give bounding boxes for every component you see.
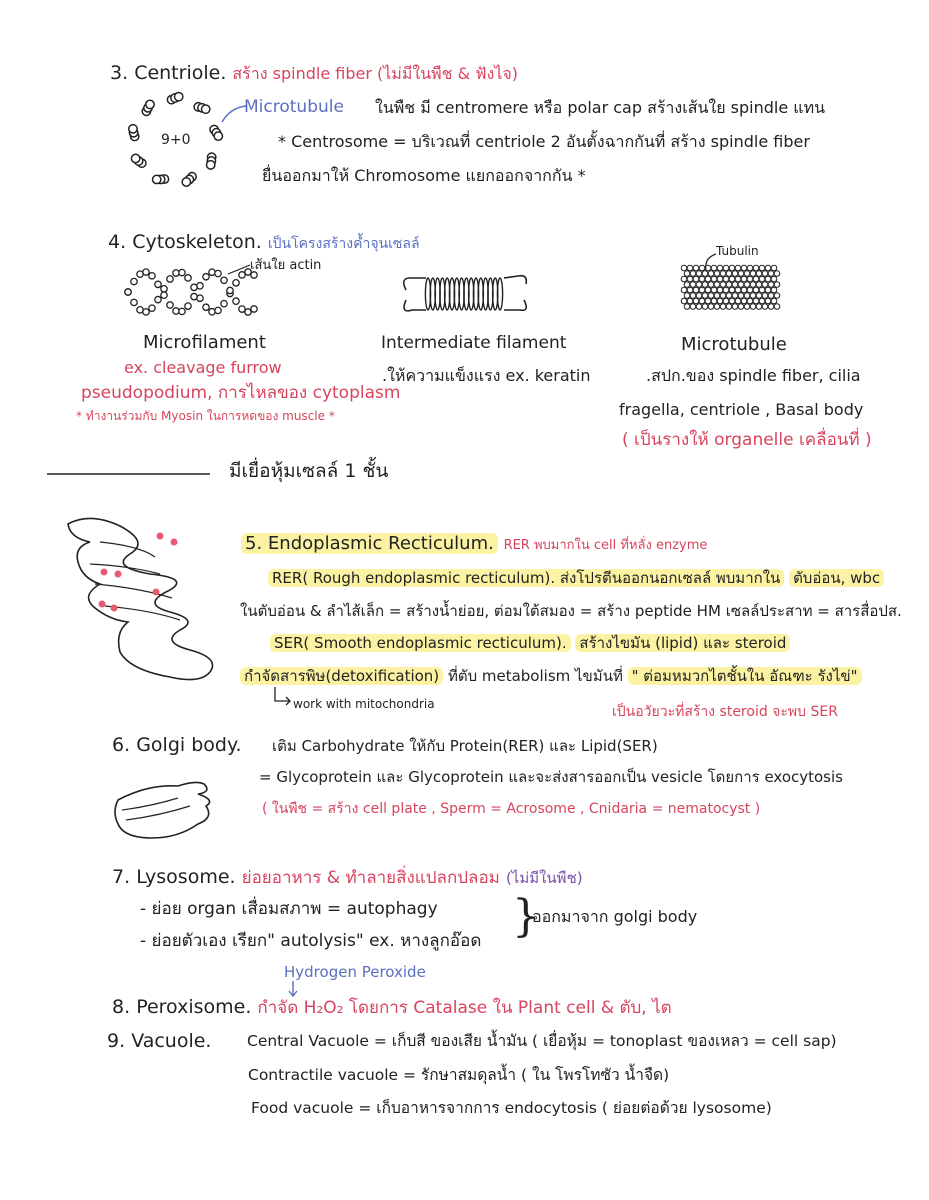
s4-title: Cytoskeleton.: [132, 231, 262, 253]
tubulin-bead: [687, 298, 693, 304]
actin-bead: [227, 287, 233, 293]
tubulin-bead: [765, 276, 771, 282]
centriole-triplet-circle: [153, 175, 161, 183]
s3-number: 3.: [110, 62, 129, 84]
s7-item2: - ย่อยตัวเอง เรียก" autolysis" ex. หางลูกอ๊อด: [140, 931, 482, 951]
tubulin-bead: [771, 265, 777, 271]
s9-title: Vacuole.: [131, 1030, 212, 1052]
tubulin-bead: [681, 265, 687, 271]
actin-bead: [131, 299, 137, 305]
tubulin-bead: [690, 271, 696, 277]
tubulin-bead: [774, 304, 780, 310]
actin-bead: [203, 304, 209, 310]
tubulin-bead: [702, 293, 708, 299]
tubulin-bead: [717, 298, 723, 304]
tubulin-bead: [741, 298, 747, 304]
tubulin-bead: [693, 298, 699, 304]
tubulin-bead: [768, 304, 774, 310]
s7-number: 7.: [112, 866, 131, 888]
tubulin-bead: [684, 271, 690, 277]
actin-bead: [155, 281, 161, 287]
actin-bead: [197, 283, 203, 289]
tubulin-bead: [732, 304, 738, 310]
tubulin-bead: [705, 287, 711, 293]
actin-bead: [149, 273, 155, 279]
tubulin-label: Tubulin: [716, 244, 759, 258]
ser-line2: [240, 667, 862, 685]
centriole-triplet-circle: [129, 125, 137, 133]
tubulin-bead: [762, 282, 768, 288]
tubulin-bead: [744, 304, 750, 310]
tubulin-bead: [717, 276, 723, 282]
actin-bead: [215, 270, 221, 276]
tubulin-bead: [711, 287, 717, 293]
tubulin-bead: [756, 293, 762, 299]
s4-heading: [108, 231, 420, 254]
intermediate-filament-desc: .ให้ความแข็งแรง ex. keratin: [382, 366, 591, 385]
actin-bead: [143, 309, 149, 315]
section-divider-line: [47, 472, 212, 476]
actin-bead: [167, 302, 173, 308]
rer-line2-part2: , ต่อมใต้สมอง = สร้าง peptide HM: [484, 602, 721, 620]
centriole-triplet-circle: [201, 105, 209, 113]
microfilament-note: * ทำงานร่วมกับ Myosin ในการหดของ muscle *: [76, 409, 335, 423]
microtubule-title: Microtubule: [681, 334, 787, 355]
s5-title-highlight: [241, 533, 498, 554]
tubulin-bead: [771, 298, 777, 304]
tubulin-bead: [735, 298, 741, 304]
tubulin-bead: [690, 282, 696, 288]
tubulin-bead: [681, 298, 687, 304]
actin-label: เส้นใย actin: [250, 258, 322, 273]
tubulin-bead: [774, 293, 780, 299]
work-with-mitochondria: work with mitochondria: [293, 697, 435, 711]
actin-bead: [167, 276, 173, 282]
ser-line2-metabolism: ที่ตับ metabolism ไขมันที่: [447, 667, 623, 685]
s9-central: Central Vacuole = เก็บสี ของเสีย น้ำมัน ( เยื่อหุ้ม = tonoplast ของเหลว = cell sap): [247, 1032, 837, 1050]
tubulin-bead: [723, 298, 729, 304]
tubulin-bead: [735, 276, 741, 282]
actin-bead: [185, 275, 191, 281]
s9-heading: [107, 1030, 211, 1053]
tubulin-bead: [735, 265, 741, 271]
hydrogen-peroxide-label: Hydrogen Peroxide: [284, 963, 426, 981]
tubulin-bead: [753, 298, 759, 304]
tubulin-bead: [747, 298, 753, 304]
tubulin-bead: [741, 265, 747, 271]
golgi-body-diagram: [108, 770, 228, 850]
tubulin-bead: [726, 293, 732, 299]
intermediate-filament-title: Intermediate filament: [381, 333, 567, 353]
centriole-center-label: 9+0: [161, 132, 191, 148]
tubulin-bead: [684, 293, 690, 299]
tubulin-bead: [762, 293, 768, 299]
tubulin-bead: [756, 282, 762, 288]
tubulin-bead: [738, 271, 744, 277]
tubulin-bead: [693, 265, 699, 271]
tubulin-bead: [729, 287, 735, 293]
s9-contractile: Contractile vacuole = รักษาสมดุลน้ำ ( ใน โพรโทซัว น้ำจืด): [248, 1066, 670, 1084]
s3-microtubule-label: Microtubule: [244, 97, 344, 117]
tubulin-bead: [753, 265, 759, 271]
tubulin-bead: [720, 304, 726, 310]
actin-bead: [143, 269, 149, 275]
s5-number: 5.: [245, 533, 263, 554]
tubulin-bead: [768, 271, 774, 277]
tubulin-bead: [687, 265, 693, 271]
actin-bead: [155, 296, 161, 302]
actin-bead: [179, 269, 185, 275]
tubulin-bead: [756, 271, 762, 277]
tubulin-bead: [723, 276, 729, 282]
tubulin-bead: [717, 287, 723, 293]
tubulin-bead: [684, 304, 690, 310]
actin-bead: [161, 292, 167, 298]
s7-from: ออกมาจาก golgi body: [532, 907, 698, 926]
tubulin-bead: [750, 282, 756, 288]
tubulin-bead: [699, 298, 705, 304]
microfilament-title: Microfilament: [143, 332, 266, 353]
tubulin-bead: [702, 282, 708, 288]
tubulin-bead: [720, 282, 726, 288]
tubulin-bead: [738, 293, 744, 299]
s9-food: Food vacuole = เก็บอาหารจากการ endocytosis ( ย่อยต่อด้วย lysosome): [251, 1099, 772, 1117]
s7-title: Lysosome.: [136, 866, 236, 888]
tubulin-bead: [729, 265, 735, 271]
tubulin-bead: [723, 287, 729, 293]
tubulin-bead: [750, 304, 756, 310]
tubulin-bead: [684, 282, 690, 288]
microtubule-desc2: fragella, centriole , Basal body: [619, 400, 864, 419]
tubulin-bead: [735, 287, 741, 293]
tubulin-bead: [741, 287, 747, 293]
work-with-arrow: [272, 687, 294, 707]
ser-line1-text: SER( Smooth endoplasmic recticulum).: [270, 634, 571, 652]
tubulin-bead: [726, 282, 732, 288]
s7-brace: }: [512, 891, 540, 942]
centriole-triplet-circle: [182, 178, 190, 186]
tubulin-bead: [693, 287, 699, 293]
actin-bead: [209, 309, 215, 315]
s3-plant-note: ในพืช มี centromere หรือ polar cap สร้างเส้นใย spindle แทน: [375, 98, 826, 117]
tubulin-bead: [750, 293, 756, 299]
tubulin-bead: [750, 271, 756, 277]
actin-bead: [233, 280, 239, 286]
tubulin-bead: [759, 298, 765, 304]
tubulin-bead: [711, 276, 717, 282]
tubulin-bead: [726, 271, 732, 277]
tubulin-bead: [738, 304, 744, 310]
actin-bead: [221, 277, 227, 283]
s5-note: RER พบมากใน cell ที่หลั่ง enzyme: [503, 538, 708, 553]
tubulin-bead: [690, 304, 696, 310]
tubulin-bead: [705, 276, 711, 282]
tubulin-bead: [747, 265, 753, 271]
actin-bead: [179, 308, 185, 314]
rer-line2-part1: ในตับอ่อน & ลำไส้เล็ก = สร้างน้ำย่อย: [240, 602, 485, 620]
s5-title: Endoplasmic Recticulum.: [267, 533, 494, 554]
tubulin-bead: [687, 276, 693, 282]
actin-bead: [209, 269, 215, 275]
tubulin-bead: [720, 271, 726, 277]
tubulin-bead: [765, 265, 771, 271]
tubulin-bead: [753, 287, 759, 293]
tubulin-bead: [687, 287, 693, 293]
s3-centrosome-line2: ยื่นออกมาให้ Chromosome แยกออกจากกัน *: [262, 166, 586, 185]
s3-centrosome-line1: * Centrosome = บริเวณที่ centriole 2 อันตั้งฉากกันที่ สร้าง spindle fiber: [278, 132, 810, 151]
actin-bead: [131, 278, 137, 284]
s3-description: สร้าง spindle fiber (ไม่มีในพืช & ฟังไจ): [232, 64, 518, 83]
actin-bead: [221, 300, 227, 306]
s7-description-plant: (ไม่มีในพืช): [505, 869, 583, 887]
microfilament-example1: ex. cleavage furrow: [124, 358, 282, 377]
tubulin-bead: [696, 282, 702, 288]
steroid-note: เป็นอวัยวะที่สร้าง steroid จะพบ SER: [612, 704, 838, 720]
actin-bead: [185, 303, 191, 309]
tubulin-bead: [762, 304, 768, 310]
ser-line2-detox: กำจัดสารพิษ(detoxification): [240, 667, 443, 685]
tubulin-bead: [708, 304, 714, 310]
tubulin-bead: [732, 271, 738, 277]
actin-bead: [149, 305, 155, 311]
tubulin-bead: [768, 282, 774, 288]
centriole-triplet-circle: [214, 132, 222, 140]
s6-line2: = Glycoprotein และ Glycoprotein และจะส่งสารออกเป็น vesicle โดยการ exocytosis: [259, 768, 843, 786]
tubulin-bead: [708, 293, 714, 299]
tubulin-bead: [699, 276, 705, 282]
actin-bead: [197, 295, 203, 301]
actin-bead: [203, 274, 209, 280]
rer-line2: [240, 602, 902, 620]
tubulin-bead: [771, 276, 777, 282]
rer-line1-organs: ตับอ่อน, wbc: [789, 569, 884, 587]
s4-description: เป็นโครงสร้างค้ำจุนเซลล์: [267, 236, 420, 252]
tubulin-bead: [759, 265, 765, 271]
tubulin-bead: [759, 287, 765, 293]
ser-line1-lipid: สร้างไขมัน (lipid) และ steroid: [575, 634, 790, 652]
tubulin-bead: [732, 293, 738, 299]
tubulin-bead: [702, 304, 708, 310]
tubulin-bead: [723, 265, 729, 271]
tubulin-bead: [774, 271, 780, 277]
tubulin-bead: [714, 304, 720, 310]
microtubule-desc3: ( เป็นรางให้ organelle เคลื่อนที่ ): [622, 430, 872, 450]
rer-line2-part3: เซลล์ประสาท = สารสื่อปส.: [725, 602, 902, 620]
tubulin-bead: [708, 282, 714, 288]
tubulin-bead: [765, 287, 771, 293]
tubulin-bead: [699, 287, 705, 293]
tubulin-bead: [732, 282, 738, 288]
s7-description: ย่อยอาหาร & ทำลายสิ่งแปลกปลอม: [241, 868, 500, 888]
s5-heading: [241, 533, 707, 555]
tubulin-bead: [711, 298, 717, 304]
centriole-triplet-circle: [206, 161, 214, 169]
tubulin-bead: [720, 293, 726, 299]
tubulin-bead: [744, 282, 750, 288]
s8-title: Peroxisome.: [136, 996, 252, 1018]
s6-line1: เติม Carbohydrate ให้กับ Protein(RER) และ Lipid(SER): [272, 737, 658, 755]
tubulin-bead: [771, 287, 777, 293]
tubulin-bead: [681, 276, 687, 282]
tubulin-bead: [768, 293, 774, 299]
s6-line3: ( ในพืช = สร้าง cell plate , Sperm = Acrosome , Cnidaria = nematocyst ): [262, 801, 761, 817]
tubulin-bead: [747, 287, 753, 293]
centriole-triplet-circle: [131, 154, 139, 162]
tubulin-bead: [753, 276, 759, 282]
divider-label: มีเยื่อหุ้มเซลล์ 1 ชั้น: [229, 460, 389, 482]
microtubule-diagram: [676, 262, 786, 314]
s9-number: 9.: [107, 1030, 126, 1052]
actin-bead: [125, 289, 131, 295]
tubulin-bead: [729, 276, 735, 282]
tubulin-bead: [693, 276, 699, 282]
s6-title: Golgi body.: [136, 734, 242, 756]
actin-pointer: [222, 262, 252, 276]
s7-item1: - ย่อย organ เสื่อมสภาพ = autophagy: [140, 899, 438, 919]
centriole-triplet-circle: [146, 100, 154, 108]
tubulin-bead: [765, 298, 771, 304]
s3-title: Centriole.: [134, 62, 227, 84]
ser-line2-organs: " ต่อมหมวกไตชั้นใน อัณฑะ รังไข่": [628, 667, 862, 685]
intermediate-filament-diagram: [398, 270, 533, 320]
tubulin-bead: [690, 293, 696, 299]
tubulin-bead: [705, 298, 711, 304]
microtubule-desc1: .สปก.ของ spindle fiber, cilia: [646, 366, 861, 385]
centriole-triplet-circle: [174, 92, 182, 100]
tubulin-bead: [744, 271, 750, 277]
tubulin-bead: [774, 282, 780, 288]
tubulin-bead: [759, 276, 765, 282]
s8-description: กำจัด H₂O₂ โดยการ Catalase ใน Plant cell & ตับ, ไต: [257, 998, 672, 1018]
microfilament-example2: pseudopodium, การไหลของ cytoplasm: [81, 383, 401, 403]
tubulin-bead: [714, 282, 720, 288]
rer-line1-text: RER( Rough endoplasmic recticulum). ส่งโปรตีนออกนอกเซลล์ พบมากใน: [268, 569, 784, 587]
actin-bead: [233, 298, 239, 304]
s8-number: 8.: [112, 996, 131, 1018]
tubulin-bead: [738, 282, 744, 288]
actin-bead: [215, 307, 221, 313]
s7-heading: [112, 866, 583, 889]
actin-bead: [161, 286, 167, 292]
tubulin-bead: [726, 304, 732, 310]
tubulin-bead: [681, 287, 687, 293]
tubulin-bead: [696, 304, 702, 310]
tubulin-bead: [714, 293, 720, 299]
tubulin-bead: [744, 293, 750, 299]
ser-line1: [270, 634, 790, 652]
s8-heading: [112, 996, 672, 1019]
tubulin-bead: [696, 293, 702, 299]
tubulin-bead: [729, 298, 735, 304]
tubulin-bead: [747, 276, 753, 282]
tubulin-bead: [762, 271, 768, 277]
actin-bead: [251, 306, 257, 312]
s6-heading: [112, 734, 242, 757]
tubulin-bead: [756, 304, 762, 310]
rer-line1: [268, 569, 884, 587]
endoplasmic-reticulum-diagram: [60, 512, 240, 687]
s3-heading: [110, 62, 518, 85]
tubulin-bead: [741, 276, 747, 282]
s4-number: 4.: [108, 231, 127, 253]
s6-number: 6.: [112, 734, 131, 756]
